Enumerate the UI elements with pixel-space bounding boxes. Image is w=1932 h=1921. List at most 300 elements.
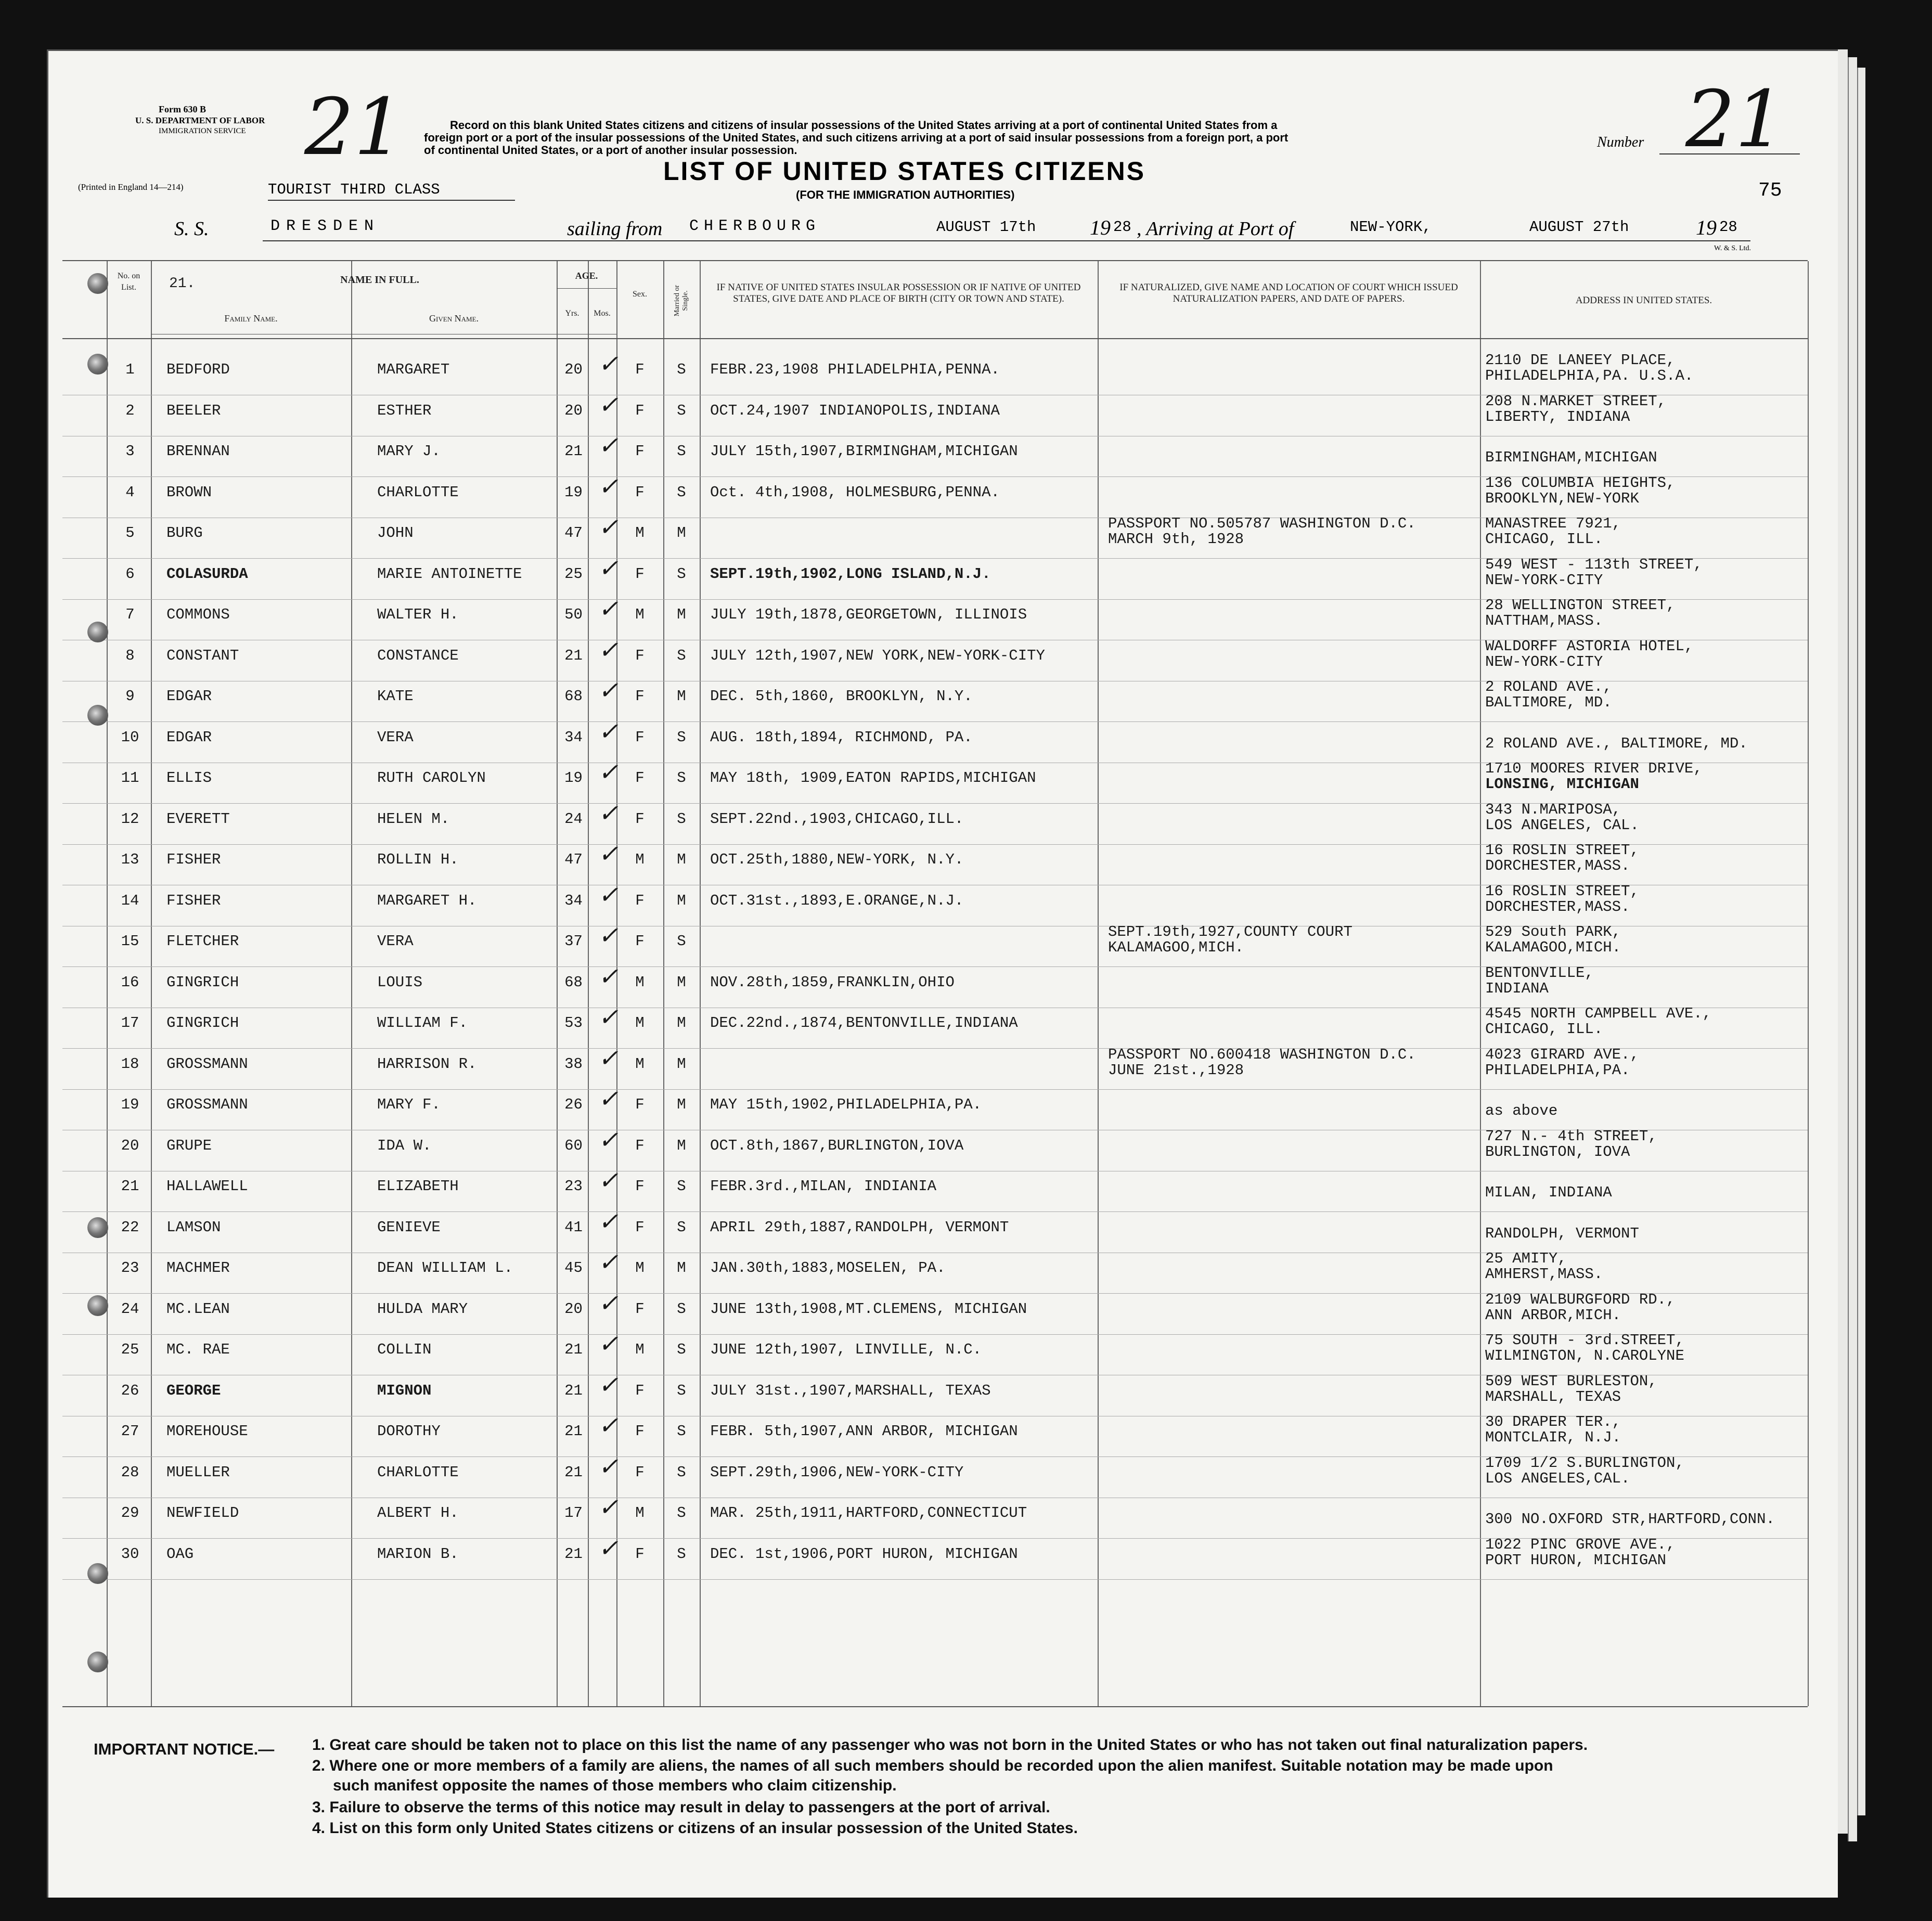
family-name: COMMONS xyxy=(166,606,230,623)
sex-code: F xyxy=(635,933,645,950)
notice-item-2: 2. Where one or more members of a family are aliens, the names of all such members should be recorded upon the alien manifest. Suitable notation may be made upon xyxy=(312,1757,1553,1774)
row-number: 20 xyxy=(121,1137,139,1154)
address-line-2: MARSHALL, TEXAS xyxy=(1485,1388,1621,1406)
sex-code: F xyxy=(635,810,645,828)
given-name: HARRISON R. xyxy=(377,1055,477,1073)
age-years: 47 xyxy=(564,524,583,542)
sex-code: M xyxy=(635,1014,645,1032)
col-age-months: Mos. xyxy=(594,309,611,318)
row-number: 17 xyxy=(121,1014,139,1032)
age-years: 68 xyxy=(564,688,583,705)
family-name: MOREHOUSE xyxy=(166,1423,248,1440)
given-name: VERA xyxy=(377,933,414,950)
record-instructions-2: foreign port or a port of the insular possessions of the United States, and such citizens arriving at a port of said insular possessions from a foreign port, a port xyxy=(424,131,1289,144)
class-label: TOURIST THIRD CLASS xyxy=(268,181,440,198)
age-years: 50 xyxy=(564,606,583,623)
marital-status: S xyxy=(677,443,686,460)
col-married-single: Married or Single. xyxy=(673,285,689,317)
sex-code: M xyxy=(635,973,645,991)
sailing-year: 28 xyxy=(1113,218,1131,236)
family-name: MC. RAE xyxy=(166,1341,230,1358)
given-name: MIGNON xyxy=(377,1382,432,1399)
address-line-1: 1022 PINC GROVE AVE., xyxy=(1485,1536,1676,1553)
address-line-2: KALAMAGOO,MICH. xyxy=(1485,939,1621,956)
page-number: 75 xyxy=(1758,179,1782,202)
arrival-year-prefix: 19 xyxy=(1696,216,1717,239)
family-name: MACHMER xyxy=(166,1259,230,1277)
age-years: 24 xyxy=(564,810,583,828)
col-sex: Sex. xyxy=(633,290,647,299)
row-number: 12 xyxy=(121,810,139,828)
given-name: ALBERT H. xyxy=(377,1504,459,1522)
family-name: GINGRICH xyxy=(166,1014,239,1032)
check-mark-icon: ✓ xyxy=(598,1128,619,1155)
sex-code: F xyxy=(635,483,645,501)
given-name: CHARLOTTE xyxy=(377,1463,459,1481)
birth-info: OCT.24,1907 INDIANOPOLIS,INDIANA xyxy=(710,402,1000,419)
page-edge xyxy=(1836,49,1848,1834)
birth-info: DEC.22nd.,1874,BENTONVILLE,INDIANA xyxy=(710,1014,1018,1032)
naturalization-line-2: JUNE 21st.,1928 xyxy=(1108,1061,1244,1079)
marital-status: S xyxy=(677,647,686,664)
address-line-1: 136 COLUMBIA HEIGHTS, xyxy=(1485,474,1676,492)
birth-info: MAR. 25th,1911,HARTFORD,CONNECTICUT xyxy=(710,1504,1027,1522)
col-given-name: Given Name. xyxy=(429,313,479,324)
address-line-2: BALTIMORE, MD. xyxy=(1485,694,1612,711)
marital-status: S xyxy=(677,402,686,419)
age-years: 21 xyxy=(564,1341,583,1358)
family-name: EDGAR xyxy=(166,688,212,705)
row-number: 16 xyxy=(121,973,139,991)
col-address: ADDRESS IN UNITED STATES. xyxy=(1575,295,1712,306)
sex-code: F xyxy=(635,728,645,746)
address-line-2: MONTCLAIR, N.J. xyxy=(1485,1429,1621,1446)
given-name: HULDA MARY xyxy=(377,1300,468,1318)
sex-code: F xyxy=(635,1382,645,1399)
class-underline xyxy=(268,200,515,201)
birth-info: JULY 15th,1907,BIRMINGHAM,MICHIGAN xyxy=(710,443,1018,460)
family-name: GEORGE xyxy=(166,1382,221,1399)
row-number: 28 xyxy=(121,1463,139,1481)
address-line-1: 549 WEST - 113th STREET, xyxy=(1485,556,1703,573)
family-name: GINGRICH xyxy=(166,973,239,991)
row-divider xyxy=(62,1211,1808,1212)
row-number: 22 xyxy=(121,1218,139,1236)
family-name: EVERETT xyxy=(166,810,230,828)
number-value: 21 xyxy=(1685,74,1785,165)
birth-info: FEBR.23,1908 PHILADELPHIA,PENNA. xyxy=(710,361,1000,378)
binder-hole xyxy=(87,1217,108,1238)
family-name: BEDFORD xyxy=(166,361,230,378)
marital-status: S xyxy=(677,1382,686,1399)
col-naturalization: IF NATURALIZED, GIVE NAME AND LOCATION OF COURT WHICH ISSUED NATURALIZATION PAPERS, AND DATE OF PAPERS. xyxy=(1119,282,1458,304)
row-number: 6 xyxy=(125,565,135,583)
check-mark-icon: ✓ xyxy=(598,1332,619,1359)
service: IMMIGRATION SERVICE xyxy=(159,127,246,135)
address-line-2: DORCHESTER,MASS. xyxy=(1485,898,1630,916)
marital-status: S xyxy=(677,769,686,787)
marital-status: S xyxy=(677,1218,686,1236)
sex-code: F xyxy=(635,402,645,419)
row-number: 25 xyxy=(121,1341,139,1358)
birth-info: OCT.8th,1867,BURLINGTON,IOVA xyxy=(710,1137,964,1154)
binder-hole xyxy=(87,622,108,642)
family-name: NEWFIELD xyxy=(166,1504,239,1522)
address-line-2: LONSING, MICHIGAN xyxy=(1485,776,1639,793)
address-line-1: 4545 NORTH CAMPBELL AVE., xyxy=(1485,1005,1712,1022)
row-number: 1 xyxy=(125,361,135,378)
row-number: 4 xyxy=(125,483,135,501)
row-divider xyxy=(62,1089,1808,1090)
marital-status: S xyxy=(677,1341,686,1358)
birth-info: APRIL 29th,1887,RANDOLPH, VERMONT xyxy=(710,1218,1009,1236)
address-line-1: 4023 GIRARD AVE., xyxy=(1485,1046,1639,1063)
sex-code: M xyxy=(635,1259,645,1277)
binder-hole xyxy=(87,354,108,375)
form-number: Form 630 B xyxy=(159,104,206,114)
given-name: ELIZABETH xyxy=(377,1178,459,1195)
col-list-number: No. on List. xyxy=(117,272,140,292)
family-name: GROSSMANN xyxy=(166,1055,248,1073)
age-years: 19 xyxy=(564,483,583,501)
row-number: 13 xyxy=(121,851,139,868)
address-line-1: 727 N.- 4th STREET, xyxy=(1485,1127,1657,1145)
page-edge xyxy=(1848,57,1857,1841)
address-line-2: ANN ARBOR,MICH. xyxy=(1485,1306,1621,1324)
address-line-1: 2110 DE LANEEY PLACE, xyxy=(1485,352,1676,369)
age-years: 21 xyxy=(564,1423,583,1440)
marital-status: S xyxy=(677,1504,686,1522)
marital-status: M xyxy=(677,973,686,991)
birth-info: MAY 18th, 1909,EATON RAPIDS,MICHIGAN xyxy=(710,769,1036,787)
row-number: 9 xyxy=(125,688,135,705)
marital-status: S xyxy=(677,1463,686,1481)
birth-info: NOV.28th,1859,FRANKLIN,OHIO xyxy=(710,973,955,991)
birth-info: FEBR. 5th,1907,ANN ARBOR, MICHIGAN xyxy=(710,1423,1018,1440)
birth-info: SEPT.29th,1906,NEW-YORK-CITY xyxy=(710,1463,964,1481)
printed-note: (Printed in England 14—214) xyxy=(78,182,184,192)
sailing-label: sailing from xyxy=(567,218,663,240)
birth-info: OCT.31st.,1893,E.ORANGE,N.J. xyxy=(710,892,964,909)
binder-hole xyxy=(87,1295,108,1316)
birth-info: JUNE 13th,1908,MT.CLEMENS, MICHIGAN xyxy=(710,1300,1027,1318)
marital-status: M xyxy=(677,606,686,623)
sex-code: F xyxy=(635,892,645,909)
printer-mark: W. & S. Ltd. xyxy=(1714,244,1751,252)
age-years: 26 xyxy=(564,1096,583,1113)
birth-info: SEPT.19th,1902,LONG ISLAND,N.J. xyxy=(710,565,991,583)
address-line-2: INDIANA xyxy=(1485,979,1549,997)
sex-code: F xyxy=(635,769,645,787)
check-mark-icon: ✓ xyxy=(598,556,619,584)
family-name: COLASURDA xyxy=(166,565,248,583)
address-line-2: WILMINGTON, N.CAROLYNE xyxy=(1485,1347,1684,1364)
given-name: KATE xyxy=(377,688,414,705)
departure-port: CHERBOURG xyxy=(689,217,821,235)
family-name: FISHER xyxy=(166,892,221,909)
row-number: 3 xyxy=(125,443,135,460)
sex-code: M xyxy=(635,524,645,542)
address-line-2: BIRMINGHAM,MICHIGAN xyxy=(1485,449,1657,466)
family-name: BEELER xyxy=(166,402,221,419)
sex-code: F xyxy=(635,647,645,664)
record-instructions-3: of continental United States, or a port of another insular possession. xyxy=(424,144,797,157)
address-line-2: NATTHAM,MASS. xyxy=(1485,612,1603,629)
age-years: 21 xyxy=(564,443,583,460)
given-name: ESTHER xyxy=(377,402,432,419)
given-name: HELEN M. xyxy=(377,810,450,828)
notice-item-2-cont: such manifest opposite the names of those members who claim citizenship. xyxy=(333,1777,897,1794)
sex-code: F xyxy=(635,1300,645,1318)
arrival-date: AUGUST 27th xyxy=(1529,218,1629,236)
binder-hole xyxy=(87,1652,108,1672)
marital-status: S xyxy=(677,810,686,828)
family-name: GROSSMANN xyxy=(166,1096,248,1113)
address-line-2: PHILADELPHIA,PA. xyxy=(1485,1061,1630,1079)
row-number: 14 xyxy=(121,892,139,909)
row-number: 29 xyxy=(121,1504,139,1522)
family-name: MUELLER xyxy=(166,1463,230,1481)
check-mark-icon: ✓ xyxy=(598,1005,619,1033)
age-years: 60 xyxy=(564,1137,583,1154)
marital-status: S xyxy=(677,933,686,950)
record-instructions-1: Record on this blank United States citizens and citizens of insular possessions of the United States arriving at a port of continental United States from a xyxy=(450,119,1278,132)
given-name: MARGARET H. xyxy=(377,892,477,909)
given-name: DOROTHY xyxy=(377,1423,441,1440)
naturalization-line-1: SEPT.19th,1927,COUNTY COURT xyxy=(1108,923,1353,940)
address-line-2: LIBERTY, INDIANA xyxy=(1485,408,1630,426)
row-number: 24 xyxy=(121,1300,139,1318)
given-name: DEAN WILLIAM L. xyxy=(377,1259,513,1277)
sex-code: F xyxy=(635,1178,645,1195)
sex-code: F xyxy=(635,688,645,705)
given-name: WILLIAM F. xyxy=(377,1014,468,1032)
family-name: HALLAWELL xyxy=(166,1178,248,1195)
age-years: 21 xyxy=(564,1382,583,1399)
age-years: 68 xyxy=(564,973,583,991)
number-label: Number xyxy=(1597,134,1644,150)
sex-code: F xyxy=(635,443,645,460)
row-number: 11 xyxy=(121,769,139,787)
family-name: OAG xyxy=(166,1545,194,1563)
birth-info: FEBR.3rd.,MILAN, INDIANIA xyxy=(710,1178,937,1195)
family-name: BRENNAN xyxy=(166,443,230,460)
given-name: IDA W. xyxy=(377,1137,432,1154)
address-line-1: 2 ROLAND AVE., xyxy=(1485,678,1612,695)
marital-status: M xyxy=(677,892,686,909)
check-mark-icon: ✓ xyxy=(598,883,619,910)
sex-code: F xyxy=(635,1463,645,1481)
check-mark-icon: ✓ xyxy=(598,924,619,951)
address-line-1: 529 South PARK, xyxy=(1485,923,1621,940)
given-name: COLLIN xyxy=(377,1341,432,1358)
check-mark-icon: ✓ xyxy=(598,474,619,502)
address-line-1: 28 WELLINGTON STREET, xyxy=(1485,597,1676,614)
check-mark-icon: ✓ xyxy=(598,801,619,829)
address-line-2: PORT HURON, MICHIGAN xyxy=(1485,1551,1667,1569)
department: U. S. DEPARTMENT OF LABOR xyxy=(135,115,265,125)
address-line-1: 2109 WALBURGFORD RD., xyxy=(1485,1291,1676,1308)
family-name: EDGAR xyxy=(166,728,212,746)
age-years: 53 xyxy=(564,1014,583,1032)
sailing-date: AUGUST 17th xyxy=(936,218,1036,236)
marital-status: M xyxy=(677,688,686,705)
row-number: 19 xyxy=(121,1096,139,1113)
check-mark-icon: ✓ xyxy=(598,1046,619,1074)
binder-hole xyxy=(87,273,108,294)
given-name: MARGARET xyxy=(377,361,450,378)
age-years: 47 xyxy=(564,851,583,868)
arrival-port: NEW-YORK, xyxy=(1350,218,1432,236)
row-number: 30 xyxy=(121,1545,139,1563)
row-number: 10 xyxy=(121,728,139,746)
col-family-name: Family Name. xyxy=(224,313,278,324)
birth-info: JAN.30th,1883,MOSELEN, PA. xyxy=(710,1259,946,1277)
birth-info: MAY 15th,1902,PHILADELPHIA,PA. xyxy=(710,1096,982,1113)
marital-status: S xyxy=(677,565,686,583)
naturalization-line-1: PASSPORT NO.505787 WASHINGTON D.C. xyxy=(1108,515,1416,532)
given-name: JOHN xyxy=(377,524,414,542)
birth-info: JUNE 12th,1907, LINVILLE, N.C. xyxy=(710,1341,982,1358)
address-line-1: 16 ROSLIN STREET, xyxy=(1485,882,1639,900)
marital-status: M xyxy=(677,1137,686,1154)
age-years: 34 xyxy=(564,728,583,746)
address-line-1: 16 ROSLIN STREET, xyxy=(1485,842,1639,859)
address-line-2: LOS ANGELES, CAL. xyxy=(1485,816,1639,834)
given-name: VERA xyxy=(377,728,414,746)
address-line-2: PHILADELPHIA,PA. U.S.A. xyxy=(1485,367,1694,384)
age-years: 20 xyxy=(564,361,583,378)
address-line-2: LOS ANGELES,CAL. xyxy=(1485,1469,1630,1487)
age-years: 21 xyxy=(564,647,583,664)
address-line-2: MILAN, INDIANA xyxy=(1485,1184,1612,1201)
family-name: BROWN xyxy=(166,483,212,501)
sex-code: M xyxy=(635,606,645,623)
address-line-1: 208 N.MARKET STREET, xyxy=(1485,392,1667,410)
given-name: RUTH CAROLYN xyxy=(377,769,486,787)
row-number: 8 xyxy=(125,647,135,664)
family-name: CONSTANT xyxy=(166,647,239,664)
marital-status: M xyxy=(677,1259,686,1277)
address-line-1: WALDORFF ASTORIA HOTEL, xyxy=(1485,637,1694,655)
sailing-year-prefix: 19 xyxy=(1090,216,1111,239)
marital-status: S xyxy=(677,1300,686,1318)
check-mark-icon: ✓ xyxy=(598,1291,619,1319)
sex-code: M xyxy=(635,1341,645,1358)
given-name: CHARLOTTE xyxy=(377,483,459,501)
age-years: 19 xyxy=(564,769,583,787)
age-years: 37 xyxy=(564,933,583,950)
row-divider xyxy=(62,1579,1808,1580)
check-mark-icon: ✓ xyxy=(598,393,619,420)
check-mark-icon: ✓ xyxy=(598,434,619,461)
age-years: 21 xyxy=(564,1463,583,1481)
family-name: FLETCHER xyxy=(166,933,239,950)
binder-hole xyxy=(87,1563,108,1584)
given-name: MARY J. xyxy=(377,443,441,460)
address-line-1: 343 N.MARIPOSA, xyxy=(1485,801,1621,818)
row-number: 26 xyxy=(121,1382,139,1399)
marital-status: M xyxy=(677,1055,686,1073)
marital-status: S xyxy=(677,1178,686,1195)
notice-heading: IMPORTANT NOTICE.— xyxy=(94,1740,275,1758)
check-mark-icon: ✓ xyxy=(598,1250,619,1278)
address-line-1: 30 DRAPER TER., xyxy=(1485,1413,1621,1430)
birth-info: DEC. 1st,1906,PORT HURON, MICHIGAN xyxy=(710,1545,1018,1563)
given-name: WALTER H. xyxy=(377,606,459,623)
notice-item-3: 3. Failure to observe the terms of this notice may result in delay to passengers at the port of arrival. xyxy=(312,1799,1050,1816)
age-years: 20 xyxy=(564,1300,583,1318)
age-years: 17 xyxy=(564,1504,583,1522)
sex-code: F xyxy=(635,1423,645,1440)
sex-code: F xyxy=(635,1096,645,1113)
row-number: 7 xyxy=(125,606,135,623)
row-number: 21 xyxy=(121,1178,139,1195)
age-years: 38 xyxy=(564,1055,583,1073)
check-mark-icon: ✓ xyxy=(598,515,619,543)
given-name: MARION B. xyxy=(377,1545,459,1563)
check-mark-icon: ✓ xyxy=(598,719,619,747)
given-name: GENIEVE xyxy=(377,1218,441,1236)
row-number: 2 xyxy=(125,402,135,419)
check-mark-icon: ✓ xyxy=(598,1536,619,1564)
address-line-2: NEW-YORK-CITY xyxy=(1485,571,1603,589)
marital-status: S xyxy=(677,1545,686,1563)
row-number: 27 xyxy=(121,1423,139,1440)
address-line-1: 75 SOUTH - 3rd.STREET, xyxy=(1485,1332,1684,1349)
family-name: BURG xyxy=(166,524,203,542)
family-name: ELLIS xyxy=(166,769,212,787)
birth-info: OCT.25th,1880,NEW-YORK, N.Y. xyxy=(710,851,964,868)
notice-item-1: 1. Great care should be taken not to place on this list the name of any passenger who was not born in the United States or who has not taken out final naturalization papers. xyxy=(312,1736,1588,1754)
address-line-1: 1710 MOORES RIVER DRIVE, xyxy=(1485,760,1703,777)
ship-name: DRESDEN xyxy=(271,217,380,235)
family-name: GRUPE xyxy=(166,1137,212,1154)
page-title: LIST OF UNITED STATES CITIZENS xyxy=(663,157,1146,186)
given-name: LOUIS xyxy=(377,973,423,991)
sex-code: M xyxy=(635,1504,645,1522)
given-name: MARY F. xyxy=(377,1096,441,1113)
birth-info: JULY 19th,1878,GEORGETOWN, ILLINOIS xyxy=(710,606,1027,623)
marital-status: S xyxy=(677,361,686,378)
marital-status: M xyxy=(677,1096,686,1113)
given-name: MARIE ANTOINETTE xyxy=(377,565,522,583)
marital-status: S xyxy=(677,1423,686,1440)
check-mark-icon: ✓ xyxy=(598,1209,619,1237)
arrival-year: 28 xyxy=(1719,218,1737,236)
birth-info: AUG. 18th,1894, RICHMOND, PA. xyxy=(710,728,973,746)
address-line-2: NEW-YORK-CITY xyxy=(1485,653,1603,671)
sheet-handwritten-number: 21 xyxy=(304,82,404,173)
age-years: 25 xyxy=(564,565,583,583)
marital-status: S xyxy=(677,483,686,501)
check-mark-icon: ✓ xyxy=(598,1495,619,1523)
given-name: CONSTANCE xyxy=(377,647,459,664)
address-line-2: DORCHESTER,MASS. xyxy=(1485,857,1630,874)
address-line-2: CHICAGO, ILL. xyxy=(1485,531,1603,548)
age-years: 34 xyxy=(564,892,583,909)
arriving-label: , Arriving at Port of xyxy=(1137,218,1294,240)
row-number: 5 xyxy=(125,524,135,542)
naturalization-line-1: PASSPORT NO.600418 WASHINGTON D.C. xyxy=(1108,1046,1416,1063)
address-line-2: AMHERST,MASS. xyxy=(1485,1266,1603,1283)
birth-info: JULY 31st.,1907,MARSHALL, TEXAS xyxy=(710,1382,991,1399)
sex-code: F xyxy=(635,361,645,378)
sex-code: F xyxy=(635,1137,645,1154)
family-name: LAMSON xyxy=(166,1218,221,1236)
col-name-in-full: NAME IN FULL. xyxy=(340,274,419,286)
age-years: 23 xyxy=(564,1178,583,1195)
